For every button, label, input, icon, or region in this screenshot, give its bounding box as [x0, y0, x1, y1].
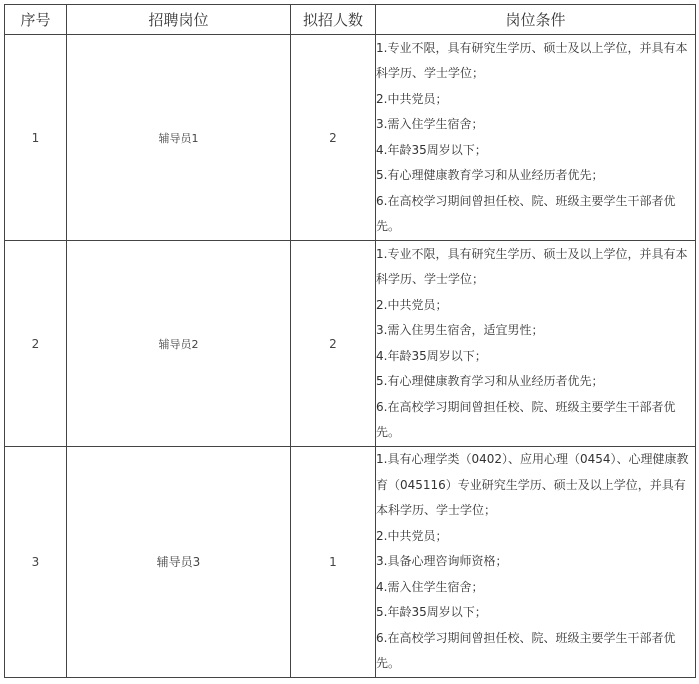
recruitment-table: [4, 4, 696, 678]
row-count: 2: [291, 241, 376, 447]
condition-item: 4.需入住学生宿舍；: [376, 579, 484, 594]
condition-item: 4.年龄35周岁以下；: [376, 348, 487, 363]
condition-item: 1.专业不限，具有研究生学历、硕士及以上学位，并具有本科学历、学士学位；: [376, 40, 688, 80]
row-conditions: [376, 447, 696, 678]
condition-item: 3.具备心理咨询师资格；: [376, 554, 508, 568]
condition-item: 2.中共党员；: [376, 528, 448, 543]
header-position: 招聘岗位: [67, 5, 291, 35]
row-position: 辅导员1: [67, 35, 291, 241]
header-index: 序号: [5, 5, 67, 35]
row-index: 3: [5, 447, 67, 678]
condition-item: 1.具有心理学类（0402）、应用心理（0454）、心理健康教育（045116）专业研究生学历、硕士及以上学位，并具有本科学历、学士学位；: [376, 452, 689, 517]
row-index: 1: [5, 35, 67, 241]
header-row: [5, 5, 696, 35]
condition-item: 1.专业不限，具有研究生学历、硕士及以上学位，并具有本科学历、学士学位；: [376, 246, 688, 286]
condition-item: 3.需入住学生宿舍；: [376, 117, 484, 131]
row-conditions: [376, 241, 696, 447]
condition-item: 5.年龄35周岁以下；: [376, 605, 487, 619]
row-position: 辅导员2: [67, 241, 291, 447]
row-count: 1: [291, 447, 376, 678]
header-count: 拟招人数: [291, 5, 376, 35]
condition-item: 5.有心理健康教育学习和从业经历者优先；: [376, 168, 604, 182]
condition-item: 4.年龄35周岁以下；: [376, 142, 487, 157]
table-row: [5, 447, 696, 678]
condition-item: 2.中共党员；: [376, 91, 448, 106]
row-conditions: [376, 35, 696, 241]
row-index: 2: [5, 241, 67, 447]
condition-item: 3.需入住男生宿舍，适宜男性；: [376, 323, 544, 337]
table-row: [5, 241, 696, 447]
row-position: 辅导员3: [67, 447, 291, 678]
condition-item: 6.在高校学习期间曾担任校、院、班级主要学生干部者优先。: [376, 193, 676, 233]
condition-item: 6.在高校学习期间曾担任校、院、班级主要学生干部者优先。: [376, 630, 676, 670]
condition-item: 6.在高校学习期间曾担任校、院、班级主要学生干部者优先。: [376, 399, 676, 439]
condition-item: 5.有心理健康教育学习和从业经历者优先；: [376, 374, 604, 388]
table-row: [5, 35, 696, 241]
condition-item: 2.中共党员；: [376, 297, 448, 312]
row-count: 2: [291, 35, 376, 241]
header-conditions: 岗位条件: [376, 5, 696, 35]
